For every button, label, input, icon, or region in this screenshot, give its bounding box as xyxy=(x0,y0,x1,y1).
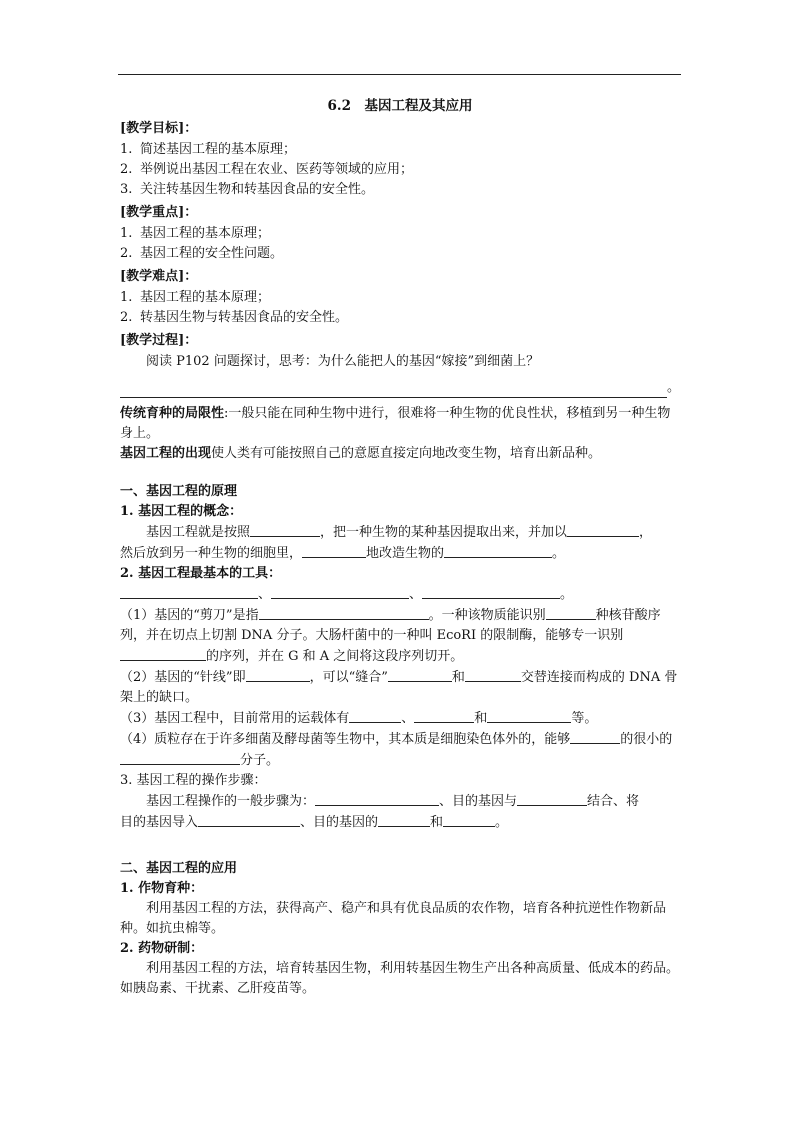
tools-blanks-line: 、 、 。 xyxy=(120,584,680,605)
tool2-paragraph: （2）基因的“针线”即 ，可以“缝合” 和 交替连接而构成的 DNA 骨架上的缺口。 xyxy=(120,667,680,708)
fill-blank[interactable] xyxy=(120,750,240,765)
part2-heading: 二、基因工程的应用 xyxy=(120,861,238,876)
tool4-paragraph: （4）质粒存在于许多细菌及酵母菌等生物中，其本质是细胞染色体外的，能够 的很小的分子。 xyxy=(120,729,680,771)
answer-blank[interactable] xyxy=(120,379,667,398)
fill-blank[interactable] xyxy=(120,584,258,599)
fill-blank[interactable] xyxy=(271,584,409,599)
objective-item: 2. 举例说出基因工程在农业、医药等领域的应用； xyxy=(120,162,414,177)
fill-blank[interactable] xyxy=(422,584,560,599)
fill-blank[interactable] xyxy=(444,543,552,558)
fill-blank[interactable] xyxy=(198,812,300,827)
crop-breeding-paragraph: 利用基因工程的方法，获得高产、稳产和具有优良品质的农作物，培育各种抗逆性作物新品种。如抗虫棉等。 xyxy=(120,901,667,936)
crop-breeding-heading: 1. 作物育种： xyxy=(120,881,204,896)
steps-paragraph: 基因工程操作的一般步骤为： 、目的基因与 结合、将 xyxy=(120,791,680,812)
objectives-heading: [教学目标]： xyxy=(120,121,198,136)
gene-engineering-emergence-paragraph: 基因工程的出现使人类有可能按照自己的意愿直接定向地改变生物，培育出新品种。 xyxy=(120,446,602,461)
fill-blank[interactable] xyxy=(250,522,320,537)
objective-item: 3. 关注转基因生物和转基因食品的安全性。 xyxy=(120,182,375,197)
fill-blank[interactable] xyxy=(487,708,571,723)
difficulty-item: 1. 基因工程的基本原理； xyxy=(120,290,271,305)
concept-paragraph: 基因工程就是按照 ，把一种生物的某种基因提取出来，并加以 ， xyxy=(120,522,680,543)
fill-blank[interactable] xyxy=(443,812,495,827)
tools-heading: 2. 基因工程最基本的工具： xyxy=(120,566,282,581)
header-rule xyxy=(118,74,681,75)
fill-blank[interactable] xyxy=(414,708,474,723)
fill-blank[interactable] xyxy=(465,667,521,682)
tool3-paragraph: （3）基因工程中，目前常用的运载体有 、 和 等。 xyxy=(120,708,680,729)
drug-development-paragraph: 利用基因工程的方法，培育转基因生物，利用转基因生物生产出各种高质量、低成本的药品。如胰岛素、干扰素、乙肝疫苗等。 xyxy=(120,961,680,996)
concept-paragraph-cont: 然后放到另一种生物的细胞里， 地改造生物的 。 xyxy=(120,543,680,564)
key-points-heading: [教学重点]： xyxy=(120,205,198,220)
fill-blank[interactable] xyxy=(259,605,429,620)
tool1-paragraph: （1）基因的“剪刀”是指 。一种该物质能识别 种核苷酸序列，并在切点上切割 DNA 分子。大肠杆菌中的一种叫 EcoRI 的限制酶，能够专一识别的序列，并在 G 和 A 之间将这段序列切开。 xyxy=(120,605,680,667)
process-heading: [教学过程]： xyxy=(120,333,198,348)
concept-heading: 1. 基因工程的概念： xyxy=(120,504,243,519)
fill-blank[interactable] xyxy=(302,543,366,558)
fill-blank[interactable] xyxy=(246,667,310,682)
fill-blank[interactable] xyxy=(517,791,587,806)
fill-blank[interactable] xyxy=(349,708,401,723)
fill-blank[interactable] xyxy=(378,812,430,827)
fill-blank[interactable] xyxy=(570,729,620,744)
objective-item: 1. 简述基因工程的基本原理； xyxy=(120,142,297,157)
difficulties-heading: [教学难点]： xyxy=(120,269,198,284)
steps-paragraph-cont: 目的基因导入 、目的基因的 和 。 xyxy=(120,812,680,833)
fill-blank[interactable] xyxy=(546,605,596,620)
document-title: 6.2 基因工程及其应用 xyxy=(327,98,473,114)
drug-development-heading: 2. 药物研制： xyxy=(120,941,204,956)
fill-blank[interactable] xyxy=(388,667,452,682)
document-page xyxy=(120,96,680,999)
key-point-item: 1. 基因工程的基本原理； xyxy=(120,226,271,241)
fill-blank[interactable] xyxy=(567,522,639,537)
steps-heading: 3. 基因工程的操作步骤： xyxy=(120,773,267,788)
reading-prompt: 阅读 P102 问题探讨，思考：为什么能把人的基因“嫁接”到细菌上？ xyxy=(146,354,540,369)
fill-blank[interactable] xyxy=(315,791,439,806)
traditional-breeding-paragraph: 传统育种的局限性:一般只能在同种生物中进行，很难将一种生物的优良性状，移植到另一种生物身上。 xyxy=(120,406,671,441)
fill-blank[interactable] xyxy=(120,646,206,661)
answer-end: 。 xyxy=(666,380,680,395)
part1-heading: 一、基因工程的原理 xyxy=(120,484,238,499)
answer-line[interactable] xyxy=(120,378,680,398)
difficulty-item: 2. 转基因生物与转基因食品的安全性。 xyxy=(120,310,349,325)
key-point-item: 2. 基因工程的安全性问题。 xyxy=(120,246,284,261)
